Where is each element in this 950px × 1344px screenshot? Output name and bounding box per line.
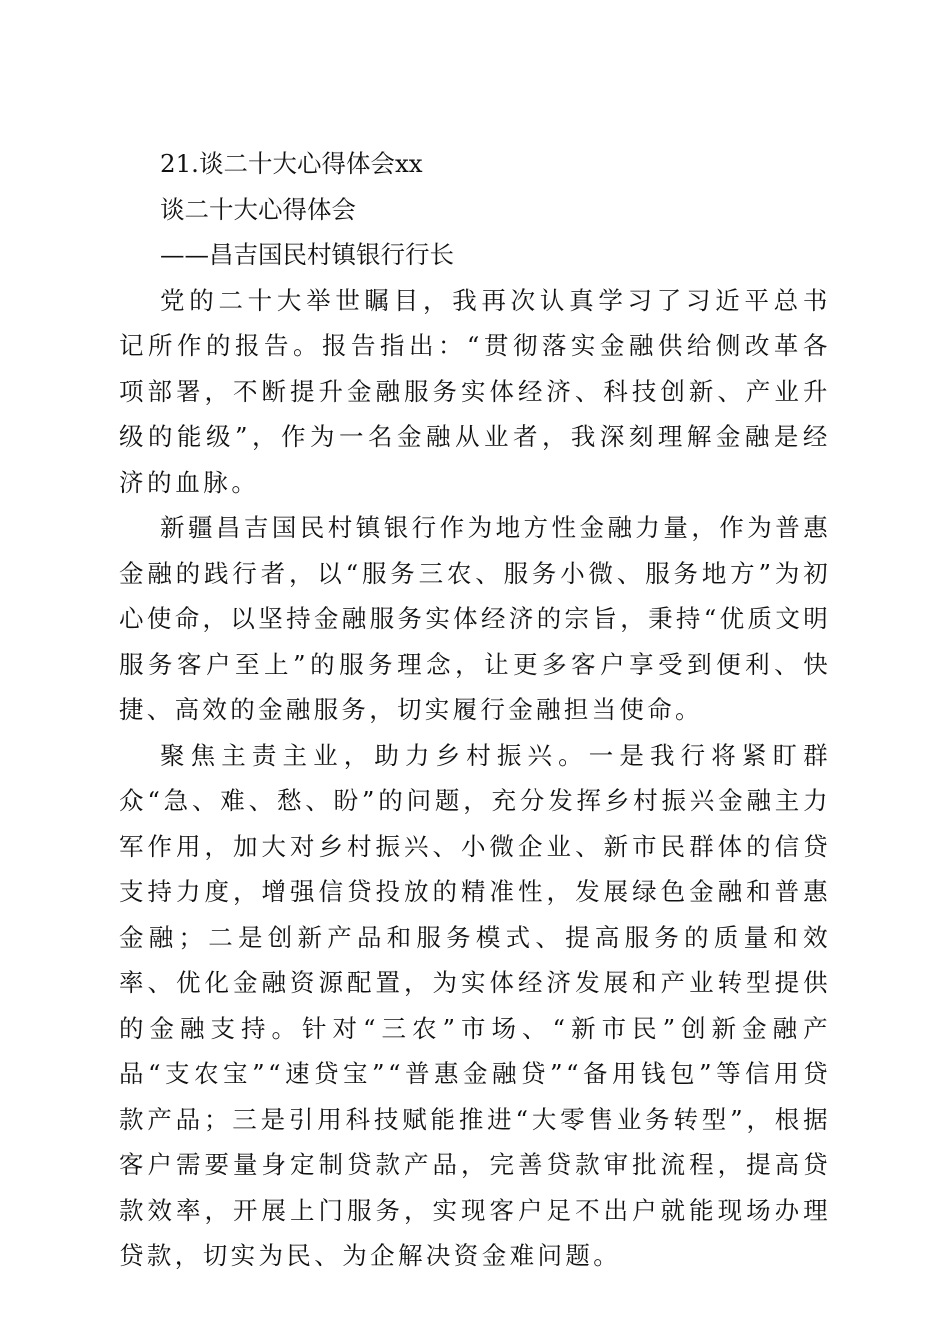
paragraph-bank-mission: 新疆昌吉国民村镇银行作为地方性金融力量，作为普惠金融的践行者，以“服务三农、服务小微、服务地方”为初心使命，以坚持金融服务实体经济的宗旨，秉持“优质文明服务客户至上”的服务理念，让更多客户享受到便利、快捷、高效的金融服务，切实履行金融担当使命。 (119, 513, 831, 724)
paragraph-intro: 党的二十大举世瞩目，我再次认真学习了习近平总书记所作的报告。报告指出：“贯彻落实金融供给侧改革各项部署，不断提升金融服务实体经济、科技创新、产业升级的能级”，作为一名金融从业者，我深刻理解金融是经济的血脉。 (119, 285, 831, 497)
document-byline: ——昌吉国民村镇银行行长 (160, 240, 454, 269)
document-subtitle: 谈二十大心得体会 (160, 194, 356, 224)
document-title-line: 21.谈二十大心得体会xx (160, 149, 423, 178)
paragraph-rural-revitalization: 聚焦主责主业，助力乡村振兴。一是我行将紧盯群众“急、难、愁、盼”的问题，充分发挥乡村振兴金融主力军作用，加大对乡村振兴、小微企业、新市民群体的信贷支持力度，增强信贷投放的精准性，发展绿色金融和普惠金融；二是创新产品和服务模式、提高服务的质量和效率、优化金融资源配置，为实体经济发展和产业转型提供的金融支持。针对“三农”市场、“新市民”创新金融产品“支农宝”“速贷宝”“普惠金融贷”“备用钱包”等信用贷款产品；三是引用科技赋能推进“大零售业务转型”，根据客户需要量身定制贷款产品，完善贷款审批流程，提高贷款效率，开展上门服务，实现客户足不出户就能现场办理贷款，切实为民、为企解决资金难问题。 (119, 740, 831, 1270)
document-body (119, 141, 831, 1279)
